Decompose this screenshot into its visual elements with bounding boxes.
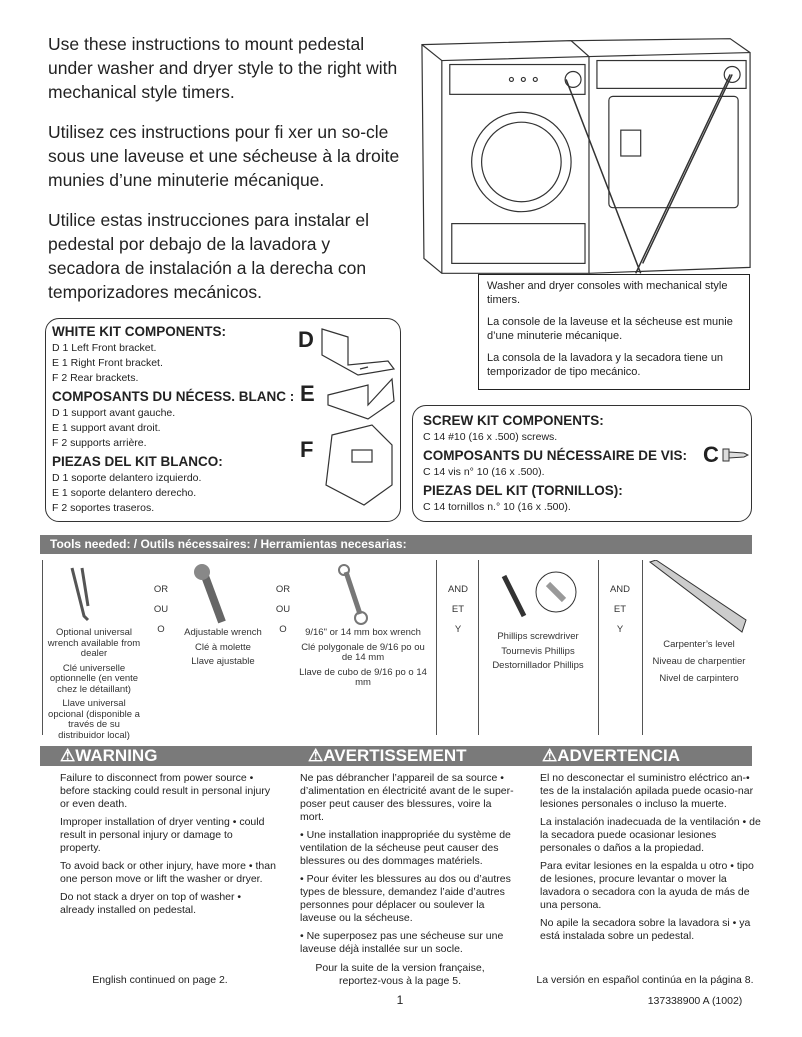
screw-kit-heading-en: SCREW KIT COMPONENTS:	[423, 413, 604, 428]
list-item: F 2 Rear brackets.	[52, 372, 139, 384]
list-item: E 1 support avant droit.	[52, 422, 161, 434]
adjustable-wrench-icon	[192, 564, 242, 626]
tool-adjustable-wrench: Adjustable wrench Clé à molette Llave ajustable	[184, 627, 262, 667]
tool-carpenters-level: Carpenter’s level Niveau de charpentier Nivel de carpintero	[652, 639, 746, 684]
list-item: C 14 #10 (16 x .500) screws.	[423, 431, 558, 443]
intro-text	[48, 32, 406, 320]
intro-es: Utilice estas instrucciones para instalar el pedestal por debajo de la lavadora y secadora de instalación a la derecha con temporizadores mecánicos.	[48, 210, 369, 302]
list-item: F 2 soportes traseros.	[52, 502, 155, 514]
list-item: F 2 supports arrière.	[52, 437, 147, 449]
label-e: E	[300, 381, 315, 406]
label-c: C	[703, 442, 719, 467]
label-d: D	[298, 327, 314, 352]
tool-phillips-screwdriver: Phillips screwdriver Tournevis Phillips Destornillador Phillips	[492, 631, 584, 671]
footer-en: English continued on page 2.	[92, 974, 228, 986]
warning-title-en: ⚠WARNING	[60, 746, 158, 765]
tools-row	[42, 560, 754, 741]
universal-wrench-icon	[62, 566, 122, 624]
carpenters-level-icon	[642, 560, 752, 634]
list-item: D 1 support avant gauche.	[52, 407, 176, 419]
white-kit-heading-fr: COMPOSANTS DU NÉCESS. BLANC :	[52, 389, 295, 404]
list-item: C 14 vis n° 10 (16 x .500).	[423, 466, 545, 478]
warning-title-es: ⚠ADVERTENCIA	[542, 746, 681, 765]
box-wrench-icon	[332, 564, 372, 626]
list-item: E 1 Right Front bracket.	[52, 357, 163, 369]
intro-fr: Utilisez ces instructions pour fi xer un so-cle sous une laveuse et une sécheuse à la droite munies d’une minuterie mécanique.	[48, 122, 400, 190]
tool-universal-wrench: Optional universal wrench available from dealer Clé universelle optionnelle (en vente chez le détaillant) Llave universal opcional (disponible a través de su distribuidor local)	[47, 627, 141, 741]
console-callout	[478, 274, 750, 390]
screw-kit-heading-fr: COMPOSANTS DU NÉCESSAIRE DE VIS:	[423, 448, 688, 463]
list-item: D 1 Left Front bracket.	[52, 342, 157, 354]
callout-fr: La console de la laveuse et la sécheuse est munie d’une minuterie mécanique.	[487, 316, 733, 342]
list-item: D 1 soporte delantero izquierdo.	[52, 472, 202, 484]
white-kit-heading-es: PIEZAS DEL KIT BLANCO:	[52, 454, 223, 469]
conj-or: OR OU O	[275, 584, 291, 635]
conj-or: OR OU O	[153, 584, 169, 635]
list-item: E 1 soporte delantero derecho.	[52, 487, 197, 499]
conj-and: AND ET Y	[609, 584, 631, 635]
white-kit-heading-en: WHITE KIT COMPONENTS:	[52, 324, 226, 339]
label-f: F	[300, 437, 314, 462]
callout-en: Washer and dryer consoles with mechanical style timers.	[487, 280, 728, 306]
tool-box-wrench: 9/16" or 14 mm box wrench Clé polygonale de 9/16 po ou de 14 mm Llave de cubo de 9/16 po o 14 mm	[299, 627, 427, 688]
warning-bar	[40, 746, 752, 766]
footer-fr: Pour la suite de la version française, reportez-vous à la page 5.	[315, 962, 485, 987]
page-number: 1	[396, 993, 404, 1007]
phillips-screwdriver-icon	[498, 566, 578, 628]
screw-kit-heading-es: PIEZAS DEL KIT (TORNILLOS):	[423, 483, 623, 498]
warning-title-fr: ⚠AVERTISSEMENT	[308, 746, 467, 765]
tools-needed-bar: Tools needed: / Outils nécessaires: / Herramientas necesarias:	[40, 535, 752, 554]
screw-kit-box	[412, 405, 752, 522]
bracket-illustrations	[318, 325, 398, 515]
warning-es: El no desconectar el suministro eléctrico an-• tes de la instalación apilada puede ocasio-nar lesiones personales o incluso la muerte. La instalación inadecuada de la ventilación • de la secadora puede ocasionar lesiones personales o daños a la propiedad. Para evitar lesiones en la espalda u otro • tipo de lesiones, procure levantar o mover la lavadora o secadora con la ayuda de más de una persona. No apile la secadora sobre la lavadora si • ya está instalada sobre un pedestal.	[540, 772, 761, 942]
intro-en: Use these instructions to mount pedestal under washer and dryer style to the right with mechanical style timers.	[48, 34, 398, 102]
list-item: C 14 tornillos n.° 10 (16 x .500).	[423, 501, 571, 513]
conj-and: AND ET Y	[447, 584, 469, 635]
warning-fr: Ne pas débrancher l’appareil de sa source • d’alimentation en électricité avant de le super-poser peut causer des blessures, voire la mort. • Une installation inappropriée du système de ventilation de la sécheuse peut causer des blessures ou des dommages matériels. • Pour éviter les blessures au dos ou d’autres types de blessure, demandez l’aide d’autres personnes pour déplacer ou soulever la laveuse ou la sécheuse. • Ne superposez pas une sécheuse sur une laveuse déjà installée sur un socle.	[300, 772, 514, 955]
callout-es: La consola de la lavadora y la secadora tiene un temporizador de tipo mecánico.	[487, 352, 724, 378]
white-kit-box	[45, 318, 401, 522]
screw-icon	[721, 446, 749, 464]
footer-es: La versión en español continúa en la página 8.	[536, 974, 754, 986]
document-code: 137338900 A (1002)	[647, 995, 743, 1007]
washer-dryer-illustration	[412, 34, 762, 278]
warning-en: Failure to disconnect from power source • before stacking could result in personal injury or even death. Improper installation of dryer venting • could result in personal injury or damage to property. To avoid back or other injury, have more • than one person move or lift the washer or dryer. Do not stack a dryer on top of washer • already installed on pedestal.	[60, 772, 276, 916]
